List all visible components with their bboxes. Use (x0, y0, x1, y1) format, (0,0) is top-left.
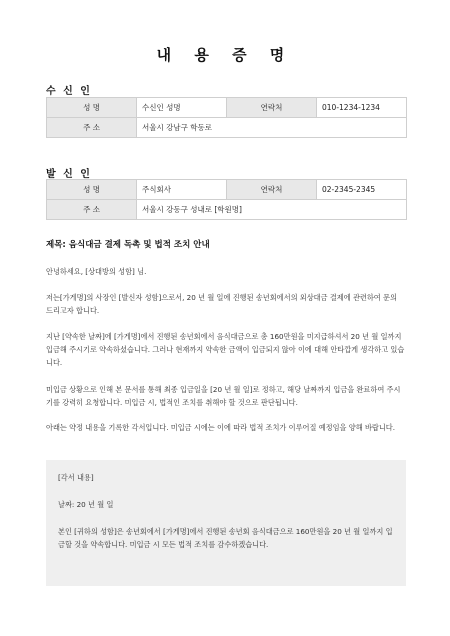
sender-contact-label: 연락처 (227, 180, 317, 200)
sender-table (46, 179, 407, 220)
recipient-address-label: 주 소 (47, 118, 137, 138)
body-paragraph: 저는[가게명]의 사장인 [발신자 성함]으로서, 20 년 월 일에 진행된 송년회에서의 외상대금 결제에 관련하여 문의 드리고자 합니다. (46, 293, 397, 315)
sender-row-name (47, 180, 407, 200)
recipient-table (46, 97, 407, 138)
body-paragraph: 미입금 상황으로 인해 본 문서를 통해 최종 입금일을 [20 년 월 일]로 정하고, 해당 날짜까지 입금을 완료하여 주시기를 강력히 요청합니다. 미입금 시, 법적인 조치를 취해야 할 것으로 판단됩니다. (46, 385, 401, 407)
body-paragraph: 아래는 약정 내용을 기록한 각서입니다. 미입금 시에는 이에 따라 법적 조치가 이루어질 예정임을 양해 바랍니다. (46, 423, 396, 432)
body-paragraph: 지난 [약속한 날짜]에 [가게명]에서 진행된 송년회에서 음식대금으로 총 160만원을 미지급하셔서 20 년 월 일까지 입금해 주시기로 약속하셨습니다. 그러나 현재까지 약속한 금액이 입금되지 않아 이에 대해 안타깝게 생각하고 있습니다. (46, 332, 405, 367)
sender-section-label: 발 신 인 (46, 169, 92, 180)
recipient-contact-label: 연락처 (227, 98, 317, 118)
sender-contact-value: 02-2345-2345 (317, 180, 407, 200)
greeting-paragraph: 안녕하세요, [상대방의 성함] 님. (46, 267, 147, 276)
subject-heading: 제목: 음식대금 결제 독촉 및 법적 조치 안내 (46, 240, 210, 250)
sender-address-value: 서울시 강동구 성내로 [학원명] (137, 200, 407, 220)
recipient-name-value: 수신인 성명 (137, 98, 227, 118)
pledge-body: 본인 [귀하의 성함]은 송년회에서 [가게명]에서 진행된 송년회 음식대금으로 160만원을 20 년 월 일까지 입금할 것을 약속합니다. 미입금 시 모든 법적 조치를 감수하겠습니다. (58, 527, 393, 549)
recipient-row-name (47, 98, 407, 118)
recipient-name-label: 성 명 (47, 98, 137, 118)
recipient-contact-value: 010-1234-1234 (317, 98, 407, 118)
sender-name-value: 주식회사 (137, 180, 227, 200)
sender-address-label: 주 소 (47, 200, 137, 220)
sender-row-address (47, 200, 407, 220)
recipient-section-label: 수 신 인 (46, 86, 92, 97)
pledge-heading: [각서 내용] (58, 473, 94, 482)
pledge-box (46, 460, 406, 586)
sender-name-label: 성 명 (47, 180, 137, 200)
document-title: 내 용 증 명 (156, 46, 294, 64)
recipient-row-address (47, 118, 407, 138)
recipient-address-value: 서울시 강남구 학동로 (137, 118, 407, 138)
pledge-date: 날짜: 20 년 월 일 (58, 500, 114, 509)
